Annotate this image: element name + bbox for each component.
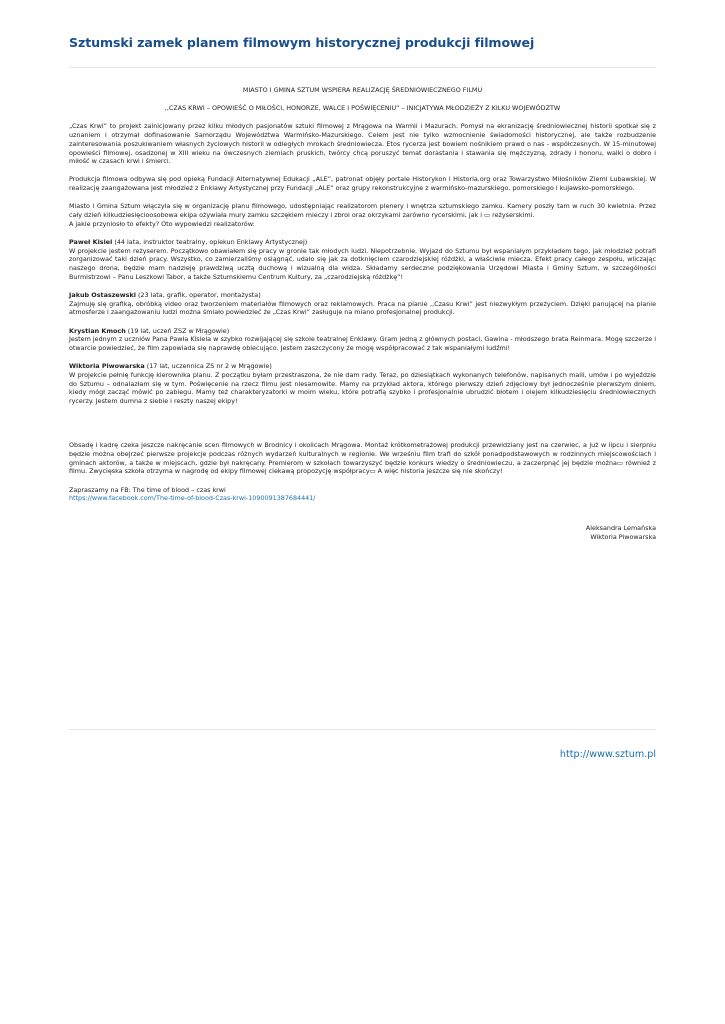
statement-text: Zajmuję się grafiką, obróbką video oraz tworzeniem materiałów filmowych oraz reklamowych. Praca na planie ,,Czasu Krwi” jest niezwykłym przeżyciem. Dzięki panującej na planie atmosferze i zaangażowaniu ludzi można śmiało powiedzieć że „Czas Krwi” zasługuje na miano profesjonalnej produkcji.: [69, 299, 656, 317]
statement-ostaszewski: [69, 291, 656, 317]
paragraph-sztum-text: Miasto i Gmina Sztum włączyła się w organizację planu filmowego, udostępniając realizatorom plenery i wnętrza sztumskiego zamku. Kamery poszły tam w ruch 30 kwietnia. Przez cały dzień kilkudziesięcioosobowa ekipa ożywiała mury zamku szczękiem mieczy i zbroi oraz okrzykami zarówno rycerskimi, jak i ▭ reżyserskimi.: [69, 202, 656, 220]
site-link[interactable]: http://www.sztum.pl: [559, 749, 656, 760]
facebook-invite: [69, 486, 656, 503]
statement-name: Paweł Kisiel: [69, 237, 113, 246]
authors: [69, 524, 656, 541]
statement-text: Jestem jednym z uczniów Pana Pawła Kisiela w szybko rozwijającej się szkole teatralnej Enklawy. Gram jedną z głównych postaci, Gawina - młodszego brata Reinmara. Mogę szczerze i otwarcie powiedzieć, że film zapowiada się naprawdę obiecująco. Jestem zaszczycony że mogę współpracować z tak wspaniałymi ludźmi!: [69, 335, 656, 352]
author-name: Aleksandra Lemańska: [585, 524, 656, 533]
paragraph-intro: „Czas Krwi” to projekt zainicjowany przez kilku młodych pasjonatów sztuki filmowej z Mrągowa na Warmii i Mazurach. Pomysł na ekranizację średniowiecznej historii spotkał się z uznaniem i otrzymał dofinasowanie Samorządu Województwa Warmińsko-Mazurskiego. Celem jest nie tylko wzmocnienie świadomości historycznej, ale także rozbudzenie zainteresowania poszukiwaniem własnych życiowych historii w odległych mrokach średniowiecza. Etos rycerza jest bowiem nośnikiem prawd o nas - współczesnych. W 15-minutowej opowieści filmowej, osadzonej w XIII wieku na ówczesnych ziemiach pruskich, twórcy chcą poruszyć temat dorastania i stawania się mężczyzną, zdrady i honoru, walki o dobro i miłość w czasach krwi i śmierci.: [69, 122, 656, 166]
statement-piwowarska: [69, 362, 656, 406]
statement-text: W projekcie pełnię funkcję kierownika planu. Z początku byłam przestraszona, że nie dam rady. Teraz, po dziesiątkach wykonanych telefonów, napisanych maili, umów i po wyjeździe do Sztumu – odnalazłam się w tym. Poświęcenie na rzecz filmu jest niesamowite. Mamy na przykład aktora, którego pierwszy dzień zdjęciowy był jednocześnie pierwszym dniem, kiedy mógł zacząć mówić po zabiegu. Mamy też charakteryzatorki w moim wieku, które potrafią szybko i profesjonalnie ubrudzić błotem i olejem kilkudziesięciu średniowiecznych rycerzy. Jestem dumna z siebie i reszty naszej ekipy!: [69, 370, 656, 405]
article-heading-2: ,,CZAS KRWI – OPOWIEŚĆ O MIŁOŚCI, HONORZE, WALCE I POŚWIĘCENIU” – INICJATYWA MŁODZIEŻY Z KILKU WOJEWÓDZTW: [164, 104, 561, 113]
facebook-link[interactable]: https://www.facebook.com/The-time-of-blood-Czas-krwi-1090091387684441/: [69, 494, 316, 503]
statement-role: (44 lata, instruktor teatralny, opiekun Enklawy Artystycznej): [112, 237, 308, 246]
statement-name: Krystian Kmoch: [69, 326, 126, 335]
statement-role: (17 lat, uczennica ZS nr 2 w Mrągowie): [144, 362, 272, 371]
statement-role: (19 lat, uczeń ZSZ w Mrągowie): [125, 326, 230, 335]
paragraph-production: Produkcja filmowa odbywa się pod opieką Fundacji Alternatywnej Edukacji „ALE”, patronat objęły portale Historykon i Historia.org oraz Towarzystwo Miłośników Ziemi Lubawskiej. W realizację zaangażowana jest młodzież z Enklawy Artystycznej przy Fundacji „ALE” oraz grupy rekonstrukcyjne z warmińsko-mazurskiego, pomorskiego i kujawsko-pomorskiego.: [69, 175, 656, 193]
paragraph-outro: Obsadę i kadrę czeka jeszcze nakręcanie scen filmowych w Brodnicy i okolicach Mrągowa. Montaż krótkometrażowej produkcji przewidziany jest na czerwiec, a już w lipcu i sierpniu będzie można obejrzeć pierwsze projekcje podczas różnych wydarzeń kulturalnych w regionie. We wrześniu film trafi do szkół ponadpodstawowych w rodzinnych miejscowościach i gminach aktorów, a także w miejscach, gdzie był nakręcany. Premierom w szkołach towarzyszyć będzie konkurs wiedzy o średniowieczu, a zaczerpnąć jej będzie można▭ również z filmu. Zwycięska szkoła otrzyma w nagrodę od ekipy filmowej ciekawą propozycję współpracy▭ A więc historia jeszcze się nie skończy!: [69, 441, 656, 476]
spacer: [69, 512, 656, 524]
spacer: [69, 415, 656, 441]
statement-role: (23 lata, grafik, operator, montażysta): [135, 290, 261, 299]
paragraph-sztum-question: A jakie przyniosło to efekty? Oto wypowiedzi realizatorów:: [69, 219, 255, 228]
paragraph-sztum: [69, 202, 656, 228]
divider-bottom: [69, 729, 656, 730]
page-title: Sztumski zamek planem filmowym historycznej produkcji filmowej: [69, 35, 535, 50]
divider-top: [69, 67, 656, 68]
statement-kisiel: [69, 238, 656, 282]
article-heading-1: MIASTO I GMINA SZTUM WSPIERA REALIZACJĘ ŚREDNIOWIECZNEGO FILMU: [242, 86, 483, 94]
article-body: [69, 86, 656, 551]
statement-text: W projekcie jestem reżyserem. Początkowo obawiałem się pracy w gronie tak młodych ludzi. Niepotrzebnie. Wyjazd do Sztumu był wspaniałym przykładem tego, jak młodzież potrafi zorganizować taki dzień pracy. Wszystko, co zamierzaliśmy osiągnąć, udało się jak za dotknięciem czarodziejskiej różdżki, a właściwie miecza. Efekt pracy całego zespołu, wliczając naszego drona, będzie mam nadzieję prawdziwą ucztą duchową i wizualną dla widza. Składamy serdeczne podziękowania Urzędowi Miasta i Gminy Sztum, w szczególności Burmistrzowi – Panu Leszkowi Tabor, a także Sztumskiemu Centrum Kultury, za „czarodziejską różdżkę”!: [69, 246, 656, 281]
statement-name: Jakub Ostaszewski: [69, 290, 136, 299]
statement-name: Wiktoria Piwowarska: [69, 362, 145, 371]
statement-kmoch: [69, 327, 656, 353]
author-name: Wiktoria Piwowarska: [590, 533, 656, 542]
facebook-label: Zapraszamy na FB: The time of blood – czas krwi: [69, 485, 226, 494]
